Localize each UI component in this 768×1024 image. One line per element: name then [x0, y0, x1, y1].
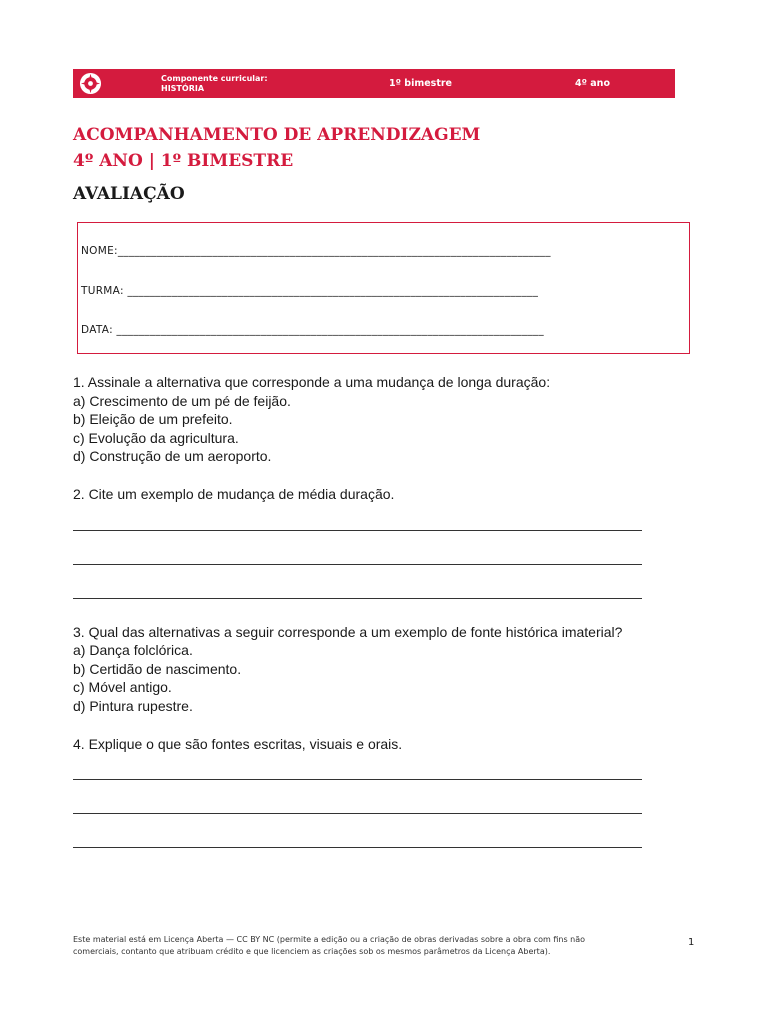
question-4 — [73, 735, 673, 849]
class-blank[interactable]: __________________________________________________________________________ — [127, 285, 539, 297]
answer-line[interactable] — [73, 813, 642, 814]
title-line-2: 4º ANO | 1º BIMESTRE — [73, 151, 294, 171]
question-text: 1. Assinale a alternativa que corresponde a uma mudança de longa duração: — [73, 374, 551, 390]
option[interactable]: d) Construção de um aeroporto. — [73, 448, 272, 465]
answer-line[interactable] — [73, 598, 642, 599]
answer-line[interactable] — [73, 530, 642, 531]
answer-line[interactable] — [73, 847, 642, 848]
name-field[interactable] — [81, 245, 551, 257]
answer-lines[interactable] — [73, 779, 673, 848]
option[interactable]: b) Eleição de um prefeito. — [73, 411, 233, 428]
publisher-logo-icon — [79, 72, 102, 95]
date-label: DATA: — [81, 324, 113, 336]
page-number: 1 — [688, 937, 695, 948]
header-banner — [73, 69, 675, 98]
document-title — [73, 122, 480, 174]
answer-line[interactable] — [73, 779, 642, 780]
bimester-label: 1º bimestre — [389, 78, 452, 89]
component-value: HISTÓRIA — [161, 84, 205, 93]
questions-section — [73, 373, 673, 881]
option[interactable]: a) Dança folclórica. — [73, 642, 193, 659]
option[interactable]: d) Pintura rupestre. — [73, 697, 193, 714]
class-label: TURMA: — [81, 285, 124, 297]
option[interactable]: a) Crescimento de um pé de feijão. — [73, 392, 291, 409]
question-3 — [73, 623, 673, 716]
date-field[interactable] — [81, 324, 544, 336]
section-title: AVALIAÇÃO — [73, 184, 185, 204]
title-line-1: ACOMPANHAMENTO DE APRENDIZAGEM — [73, 125, 481, 145]
question-2 — [73, 485, 673, 599]
option[interactable]: c) Móvel antigo. — [73, 679, 172, 696]
name-label: NOME: — [81, 245, 118, 257]
date-blank[interactable]: _____________________________________________________________________________ — [116, 324, 544, 336]
question-text: 2. Cite um exemplo de mudança de média duração. — [73, 485, 395, 502]
option[interactable]: b) Certidão de nascimento. — [73, 660, 242, 677]
student-info-box — [77, 222, 690, 354]
license-footer: Este material está em Licença Aberta — CC BY NC (permite a edição ou a criação de obras derivadas sobre a obra com fins não comerciais, contanto que atribuam crédito e que licenciem as criações sob os mesmos parâmetros da Licença Aberta). — [73, 935, 586, 956]
question-text: 3. Qual das alternativas a seguir corresponde a um exemplo de fonte histórica imaterial? — [73, 623, 623, 640]
class-field[interactable] — [81, 285, 538, 297]
option[interactable]: c) Evolução da agricultura. — [73, 429, 239, 446]
component-label-block — [161, 74, 268, 94]
answer-lines[interactable] — [73, 530, 673, 599]
grade-label: 4º ano — [575, 78, 610, 89]
answer-line[interactable] — [73, 564, 642, 565]
question-1 — [73, 373, 673, 466]
question-text: 4. Explique o que são fontes escritas, visuais e orais. — [73, 735, 403, 752]
name-blank[interactable]: ______________________________________________________________________________ — [117, 245, 551, 257]
component-label: Componente curricular: — [161, 74, 268, 83]
